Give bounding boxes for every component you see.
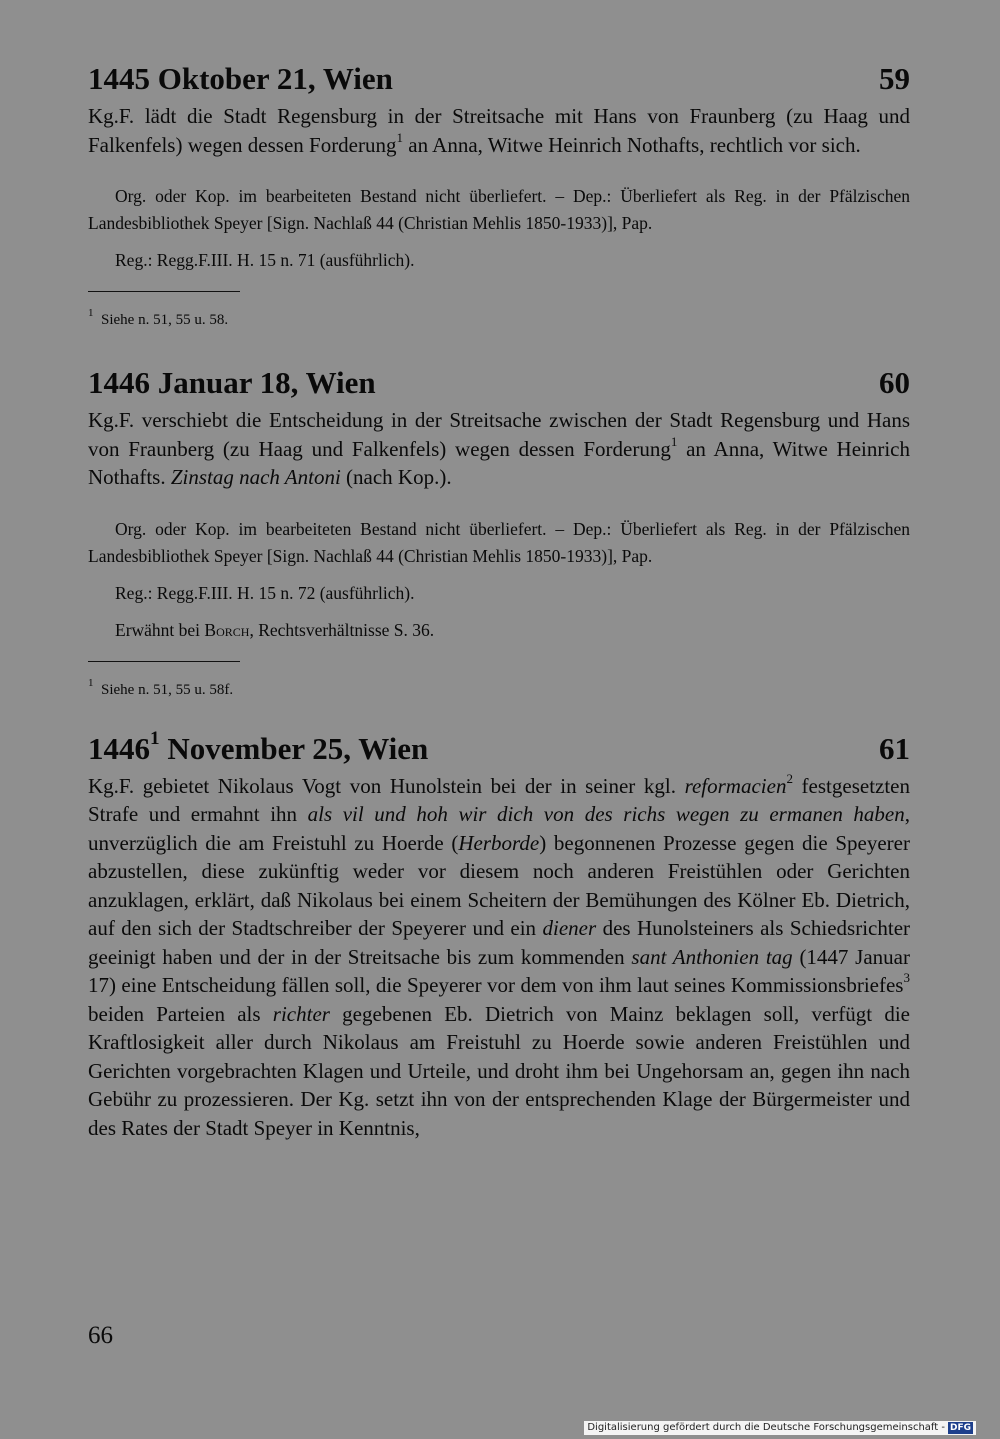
entry-59 xyxy=(88,60,910,330)
regest-note: Reg.: Regg.F.III. H. 15 n. 72 (ausführlich). xyxy=(115,582,415,603)
source-note: Org. oder Kop. im bearbeiteten Bestand nicht überliefert. – Dep.: Überliefert als Reg. in der Pfälzischen Landesbibliothek Speyer [Sign. Nachlaß 44 (Christian Mehlis 1850-1933)], Pap. xyxy=(88,518,910,566)
entry-60 xyxy=(88,364,910,700)
entry-summary: Kg.F. gebietet Nikolaus Vogt von Hunolstein bei der in seiner kgl. reformacien$^2$ festgesetzten Strafe und ermahnt ihn als vil und hoh wir dich von des richs wegen zu ermanen haben, unverzüglich die am Freistuhl zu Hoerde (Herborde) begonnenen Prozesse gegen die Speyerer abzustellen, diese zukünftig weder vor diesem noch anderen Freistühlen oder Gerichten anzuklagen, erklärt, daß Nikolaus bei einem Scheitern der Bemühungen des Kölner Eb. Dietrich, auf den sich der Stadtschreiber der Speyerer und ein diener des Hunolsteiners als Schiedsrichter geeinigt haben und der in der Streitsache bis zum kommenden sant Anthonien tag (1447 Januar 17) eine Entscheidung fällen soll, die Speyerer vor dem von ihm laut seines Kommissionsbriefes$^3$ beiden Parteien als richter gegebenen Eb. Dietrich von Mainz beklagen soll, verfügt die Kraftlosigkeit aller durch Nikolaus am Freistuhl zu Hoerde sowie anderen Freistühlen und Gerichten vorgebrachten Klagen und Urteile, und droht ihm bei Ungehorsam an, gegen ihn nach Gebühr zu prozessieren. Der Kg. setzt ihn von der entsprechenden Klage der Bürgermeister und des Rates der Stadt Speyer in Kenntnis, xyxy=(88,770,911,1140)
credit-text: Digitalisierung gefördert durch die Deutsche Forschungsgemeinschaft - xyxy=(587,1422,945,1433)
entry-number: 60 xyxy=(879,365,910,400)
source-note: Org. oder Kop. im bearbeiteten Bestand nicht überliefert. – Dep.: Überliefert als Reg. in der Pfälzischen Landesbibliothek Speyer [Sign. Nachlaß 44 (Christian Mehlis 1850-1933)], Pap. xyxy=(88,186,910,233)
footnote-ref[interactable]: 1 xyxy=(670,433,678,449)
digitization-credit xyxy=(584,1421,976,1435)
footnote: $^1$ Siehe n. 51, 55 u. 58f. xyxy=(88,676,234,698)
entry-heading xyxy=(88,60,910,98)
entry-heading xyxy=(88,364,910,402)
regest-note: Reg.: Regg.F.III. H. 15 n. 71 (ausführlich). xyxy=(115,250,415,270)
footnote: $^1$ Siehe n. 51, 55 u. 58. xyxy=(88,307,229,328)
document-page xyxy=(88,60,910,1142)
literature-note: Erwähnt bei Borch, Rechtsverhältnisse S. 36. xyxy=(115,619,435,640)
entry-summary: Kg.F. lädt die Stadt Regensburg in der Streitsache mit Hans von Fraunberg (zu Haag und Falkenfels) wegen dessen Forderung$^1$ an Anna, Witwe Heinrich Nothafts, rechtlich vor sich. xyxy=(88,104,910,157)
entry-summary: Kg.F. verschiebt die Entscheidung in der Streitsache zwischen der Stadt Regensburg und Hans von Fraunberg (zu Haag und Falkenfels) wegen dessen Forderung$^1$ an Anna, Witwe Heinrich Nothafts. Zinstag nach Antoni (nach Kop.). xyxy=(88,408,910,489)
entry-number: 61 xyxy=(879,730,910,766)
entry-number: 59 xyxy=(879,61,910,96)
entry-heading xyxy=(88,730,910,768)
entry-61 xyxy=(88,730,910,1143)
footnote-ref[interactable]: 1 xyxy=(396,129,404,145)
page-number: 66 xyxy=(88,1322,113,1349)
entry-date: 1445 Oktober 21, Wien xyxy=(88,61,393,96)
footnote-ref[interactable]: 3 xyxy=(903,970,910,986)
entry-date: 1446$^1$ November 25, Wien xyxy=(88,728,429,766)
entry-date: 1446 Januar 18, Wien xyxy=(88,365,376,400)
footnote-ref[interactable]: 2 xyxy=(786,770,793,786)
footnote-ref[interactable]: 1 xyxy=(150,728,160,750)
dfg-logo: DFG xyxy=(949,1423,971,1433)
